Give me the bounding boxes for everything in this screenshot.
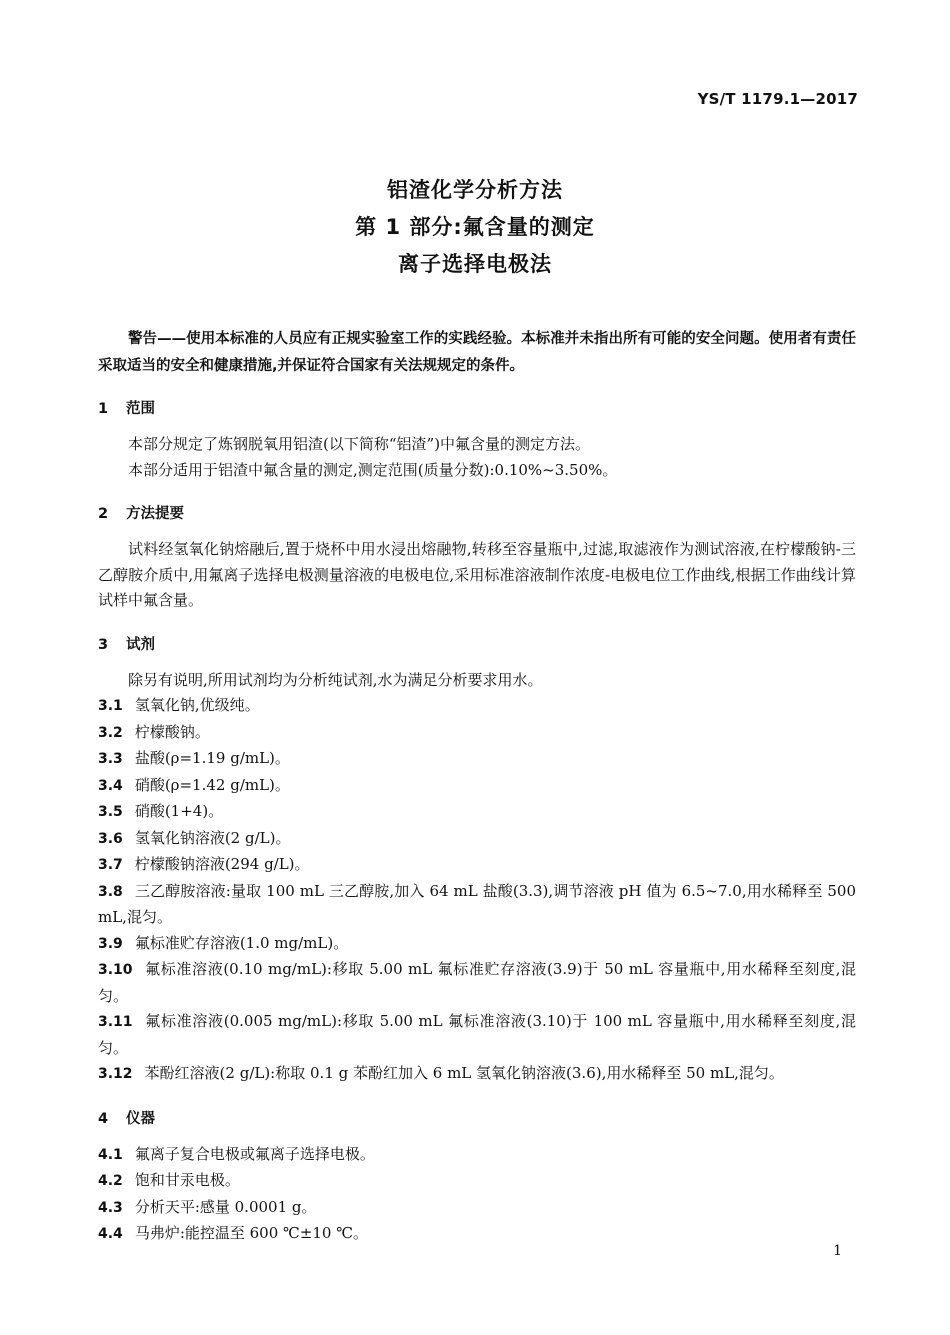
item-number: 4.1 [98,1146,123,1163]
item-text: 分析天平:感量 0.0001 g。 [134,1197,317,1216]
list-item [98,1221,856,1248]
section-title: 仪器 [126,1110,155,1127]
list-item [98,957,856,1009]
item-text: 氢氧化钠,优级纯。 [134,696,260,714]
item-text: 柠檬酸钠。 [134,722,210,741]
item-text: 硝酸(ρ=1.42 g/mL)。 [134,775,290,794]
list-item [98,720,856,747]
section-title: 试剂 [126,636,155,653]
paragraph: 试料经氢氧化钠熔融后,置于烧杯中用水浸出熔融物,转移至容量瓶中,过滤,取滤液作为测试溶液,在柠檬酸钠-三乙醇胺介质中,用氟离子选择电极测量溶液的电极电位,采用标准溶液制作浓度-电极电位工作曲线,根据工作曲线计算试样中氟含量。 [98,540,856,609]
item-number: 3.7 [98,857,123,873]
list-item [98,826,856,853]
title-line: 离子选择电极法 [398,252,552,276]
section-heading-method [98,501,856,527]
paragraph: 本部分适用于铝渣中氟含量的测定,测定范围(质量分数):0.10%~3.50%。 [128,460,618,479]
item-number: 3.4 [98,777,123,794]
section-number: 3 [98,636,109,653]
item-text: 氢氧化钠溶液(2 g/L)。 [134,828,291,847]
item-number: 3.2 [98,724,123,741]
section-number: 2 [98,506,109,522]
list-item [98,852,856,879]
standard-code: YS/T 1179.1—2017 [697,90,858,108]
item-text: 苯酚红溶液(2 g/L):称取 0.1 g 苯酚红加入 6 mL 氢氧化钠溶液(3.6),用水稀释至 50 mL,混匀。 [144,1064,784,1082]
list-item [98,879,856,931]
list-item [98,746,856,773]
section-title: 范围 [126,401,155,417]
section-heading-scope [98,396,856,422]
item-number: 3.1 [98,698,123,714]
document-body [98,326,856,1248]
item-number: 4.2 [98,1173,123,1189]
list-item [98,1195,856,1222]
item-number: 3.5 [98,804,123,820]
list-item [98,931,856,958]
title-line: 铝渣化学分析方法 [387,178,563,202]
list-item [98,1009,856,1061]
section-heading-reagents [98,632,856,658]
list-item [98,1142,856,1169]
list-item [98,773,856,800]
list-item [98,693,856,720]
list-item [98,1168,856,1195]
item-text: 三乙醇胺溶液:量取 100 mL 三乙醇胺,加入 64 mL 盐酸(3.3),调节溶液 pH 值为 6.5~7.0,用水稀释至 500 mL,混匀。 [98,881,856,926]
title-line: 第 1 部分:氟含量的测定 [355,215,595,239]
item-text: 柠檬酸钠溶液(294 g/L)。 [134,855,310,873]
item-text: 氟标准贮存溶液(1.0 mg/mL)。 [134,933,349,952]
item-text: 氟标准溶液(0.10 mg/mL):移取 5.00 mL 氟标准贮存溶液(3.9)于 50 mL 容量瓶中,用水稀释至刻度,混匀。 [98,960,856,1005]
item-number: 4.4 [98,1226,123,1242]
warning-paragraph: 警告——使用本标准的人员应有正规实验室工作的实践经验。本标准并未指出所有可能的安全问题。使用者有责任采取适当的安全和健康措施,并保证符合国家有关法规规定的条件。 [98,331,856,374]
item-number: 3.9 [98,935,123,952]
paragraph: 除另有说明,所用试剂均为分析纯试剂,水为满足分析要求用水。 [128,670,543,689]
section-title: 方法提要 [126,506,184,522]
item-number: 3.11 [98,1014,133,1030]
item-text: 马弗炉:能控温至 600 ℃±10 ℃。 [134,1224,369,1242]
item-number: 3.8 [98,883,123,900]
item-text: 盐酸(ρ=1.19 g/mL)。 [134,749,290,767]
item-number: 4.3 [98,1199,123,1216]
page-number: 1 [833,1243,842,1259]
list-item [98,1061,856,1088]
item-number: 3.12 [98,1066,133,1082]
item-text: 饱和甘汞电极。 [134,1171,240,1189]
item-number: 3.10 [98,962,133,978]
item-number: 3.3 [98,751,123,767]
section-number: 1 [98,401,109,417]
item-number: 3.6 [98,830,123,847]
list-item [98,799,856,826]
section-number: 4 [98,1110,109,1127]
item-text: 硝酸(1+4)。 [134,802,224,820]
paragraph: 本部分规定了炼钢脱氧用铝渣(以下简称“铝渣”)中氟含量的测定方法。 [128,435,591,453]
item-text: 氟标准溶液(0.005 mg/mL):移取 5.00 mL 氟标准溶液(3.10)于 100 mL 容量瓶中,用水稀释至刻度,混匀。 [98,1012,856,1057]
section-heading-instruments [98,1106,856,1132]
document-title [0,172,950,283]
item-text: 氟离子复合电极或氟离子选择电极。 [134,1144,375,1163]
